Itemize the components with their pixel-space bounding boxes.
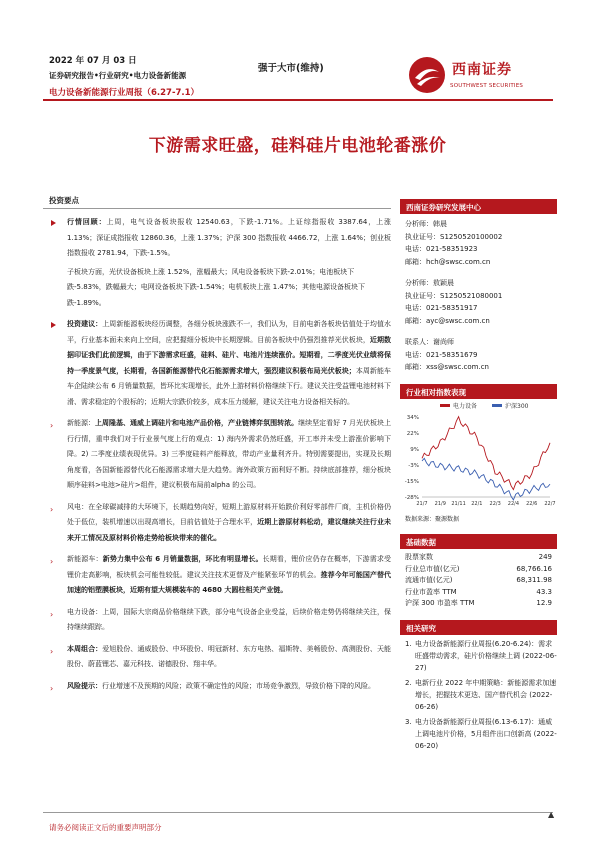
basic-data-key: 流通市值(亿元) [405, 576, 453, 584]
footer-disclaimer: 请务必阅读正文后的重要声明部分 [49, 823, 162, 832]
chevron-bullet-icon: › [50, 646, 54, 656]
page-title: 下游需求旺盛，硅料硅片电池轮番涨价 [148, 136, 447, 156]
summary-item: › 新能源车：新势力集中公布 6 月销量数据，环比有明显增长。长期看，锂价应仍存在概率，下游需求受锂价走高影响，板块机会可能性较低。建议关注技术更替及产能紧张环节的机会。推荐今年可能国产替代加速的铝塑膜板块，近期有望大规模装车的 4680 大圆柱相关产业链。 [50, 555, 392, 594]
triangle-bullet-icon [51, 220, 56, 226]
chart-box-heading: 行业相对指数表现 [400, 384, 557, 399]
basic-data-row [400, 587, 557, 599]
summary-paragraph: 子板块方面，光伏设备板块上涨 1.52%，涨幅最大；风电设备板块下跌-2.01%；电池板块下跌-5.83%，跌幅最大；电网设备板块下跌-1.54%；电机板块上涨 1.47%；其他电源设备板块下跌-1.89%。 [67, 267, 365, 307]
x-tick-label: 22/3 [489, 500, 501, 507]
x-tick-label: 21/11 [451, 500, 466, 507]
basic-data-value: 43.3 [536, 587, 552, 596]
basic-data-value: 68,766.16 [516, 564, 552, 573]
report-date: 2022 年 07 月 03 日 [49, 56, 137, 66]
chevron-bullet-icon: › [50, 683, 54, 693]
summary-item: 行情回顾：上周，电气设备板块报收 12540.63，下跌-1.71%。上证综指报收 3387.64，上涨 1.13%；深证成指报收 12860.36，上涨 1.37%；沪深 300 指数报收 4466.72，上涨 1.64%；创业板指数报收 2781.94，下跌-1.5%。 [43, 215, 391, 262]
related-research-item[interactable]: 3. 电力设备新能源行业周报(6.13-6.17)：通威上调电池片价格，5月组件出口创新高 (2022-06-20) [405, 717, 557, 750]
basic-data-row [400, 564, 557, 576]
x-tick-label: 21/9 [434, 500, 446, 507]
basic-data-row [400, 552, 557, 564]
basic-data-row [400, 575, 557, 587]
index-chart [400, 399, 557, 514]
southwest-logo-icon [408, 56, 446, 94]
legend-label: 电力设备 [453, 402, 478, 410]
triangle-bullet-icon [51, 322, 56, 328]
analyst-box-heading: 西南证券研究发展中心 [400, 199, 557, 214]
footer-mark: ▲ [548, 810, 555, 819]
basic-data-value: 249 [538, 553, 552, 561]
y-tick-label: -28% [404, 494, 419, 501]
chart-source: 数据来源：聚源数据 [405, 515, 460, 523]
x-tick-label: 22/7 [544, 500, 556, 507]
sidebar [400, 199, 557, 755]
summary-item: 投资建议：上周新能源板块经历调整，各细分板块涨跌不一，我们认为，目前电新各板块估值处于均值水平，行业基本面未来向上空间，应把握细分板块中长期逻辑。目前各板块中仍强烈推荐光伏板块，近期数据印证我们此前逻辑，由于下游需求旺盛，硅料、硅片、电池片连续涨价。短期看，二季度光伏业绩将保持一季度景气度，长期看，各国新能源替代化石能源需求增大，强烈建议积极布局光伏板块；本周新能车车企陆续公布 6 月销量数据，皆环比实现增长，此外上游材料价格继续下行。建议关注受益锂电池材料下滑、需求稳定的个股标的；近期大宗跌价较多，成本压力缓解，建议关注电力设备相关标的。 [43, 317, 391, 410]
basic-data-heading: 基础数据 [400, 534, 557, 549]
analyst-block: 分析师：韩晨 执业证号：S1250520100002 电话：021-58351923 邮箱：hch@swsc.com.cn [405, 220, 503, 266]
basic-data-key: 行业市盈率 TTM [405, 587, 457, 596]
summary-item: › 风电：在全球碳减排的大环境下，长期趋势向好，短期上游原材料开始跌价利好零部件厂商，主机价格仍处于低位，装机增速以出现高增长，目前估值处于合理水平，近期上游原材料松动，建议继续关注行业未来开工情况及原材料价格走势给板块带来的催化。 [50, 502, 392, 542]
summary-item: › 新能源：上周隆基、通威上调硅片和电池产品价格，产业链博弈氛围转浓。继续坚定看好 7 月光伏板块上行行情，重申我们对于行业景气度上行的观点：1) 海内外需求仍然旺盛，开工率并未受上游涨价影响下降。2) 二季度业绩表现优异。3) 三季度硅料产能释放，带动产业量利齐升。特别需要提出，实现及长期角度看，各国新能源替代化石能源需求增大是大趋势。海外政策方面利好不断。持续底部推荐，细分板块顺序硅料>电池>硅片>组件，建议积极布局前alpha 的公司。 [50, 419, 392, 489]
basic-data-key: 行业总市值(亿元) [405, 564, 460, 573]
summary-item: › 电力设备：上周，国际大宗商品价格继续下跌，部分电气设备企业受益，后续价格走势仍将继续关注，保持继续跟踪。 [50, 607, 392, 631]
legend-label: 沪深300 [505, 402, 529, 410]
rating: 强于大市(维持) [258, 63, 324, 74]
x-tick-label: 22/4 [507, 500, 520, 507]
related-research-list [400, 638, 557, 752]
basic-data-row [400, 598, 557, 610]
series-line [422, 416, 550, 489]
x-tick-label: 21/7 [416, 500, 428, 507]
chevron-bullet-icon: › [50, 421, 54, 430]
legend-swatch [440, 404, 450, 407]
legend-swatch [492, 404, 502, 407]
contact-block: 联系人：谢尚师 电话：021-58351679 邮箱：xss@swsc.com.cn [405, 338, 489, 371]
header-divider [43, 99, 553, 101]
analyst-block: 分析师：敖颖晨 执业证号：S1250521080001 电话：021-58351917 邮箱：ayc@swsc.com.cn [405, 279, 503, 325]
summary-item: › 风险提示：行业增速不及预期的风险；政策不确定性的风险；市场竞争激烈，导致价格下降的风险。 [43, 679, 391, 695]
y-tick-label: -3% [408, 462, 419, 469]
x-tick-label: 22/6 [526, 500, 538, 507]
related-research-heading: 相关研究 [400, 620, 557, 635]
basic-data-table [400, 552, 557, 610]
series-line [422, 458, 550, 500]
summary-item: › 本周组合：爱旭股份、通威股份、中环股份、明冠新材、东方电热、福斯特、美畅股份、高测股份、天能股份、蔚蓝锂芯、嘉元科技、诺德股份、翔丰华。 [50, 644, 392, 668]
related-research-item[interactable]: 2. 电新行业 2022 年中期策略：新能源需求加速增长，把握技术更迭、国产替代机会 (2022-06-26) [405, 678, 557, 711]
y-tick-label: 34% [406, 414, 419, 421]
basic-data-key: 股票家数 [405, 553, 433, 561]
basic-data-value: 68,311.98 [516, 576, 552, 584]
chevron-bullet-icon: › [50, 504, 54, 514]
basic-data-value: 12.9 [536, 599, 552, 607]
x-tick-label: 22/1 [471, 500, 483, 507]
report-name: 电力设备新能源行业周报（6.27-7.1） [49, 88, 200, 98]
chevron-bullet-icon: › [50, 557, 54, 566]
section-heading: 投资要点 [49, 196, 79, 205]
y-tick-label: -15% [404, 478, 419, 485]
y-tick-label: 9% [410, 446, 419, 453]
logo-text: 西南证券 [452, 62, 512, 78]
y-tick-label: 22% [406, 430, 419, 437]
basic-data-key: 沪深 300 市盈率 TTM [405, 599, 475, 607]
footer-divider [43, 812, 553, 813]
related-research-item[interactable]: 1. 电力设备新能源行业周报(6.20-6.24)：需求旺盛带动需求，硅片价格继续上调 (2022-06-27) [405, 639, 557, 672]
logo-english: SOUTHWEST SECURITIES [450, 83, 524, 89]
report-category: 证券研究报告•行业研究•电力设备新能源 [49, 71, 187, 80]
chevron-bullet-icon: › [50, 609, 54, 619]
summary-column [43, 208, 391, 694]
